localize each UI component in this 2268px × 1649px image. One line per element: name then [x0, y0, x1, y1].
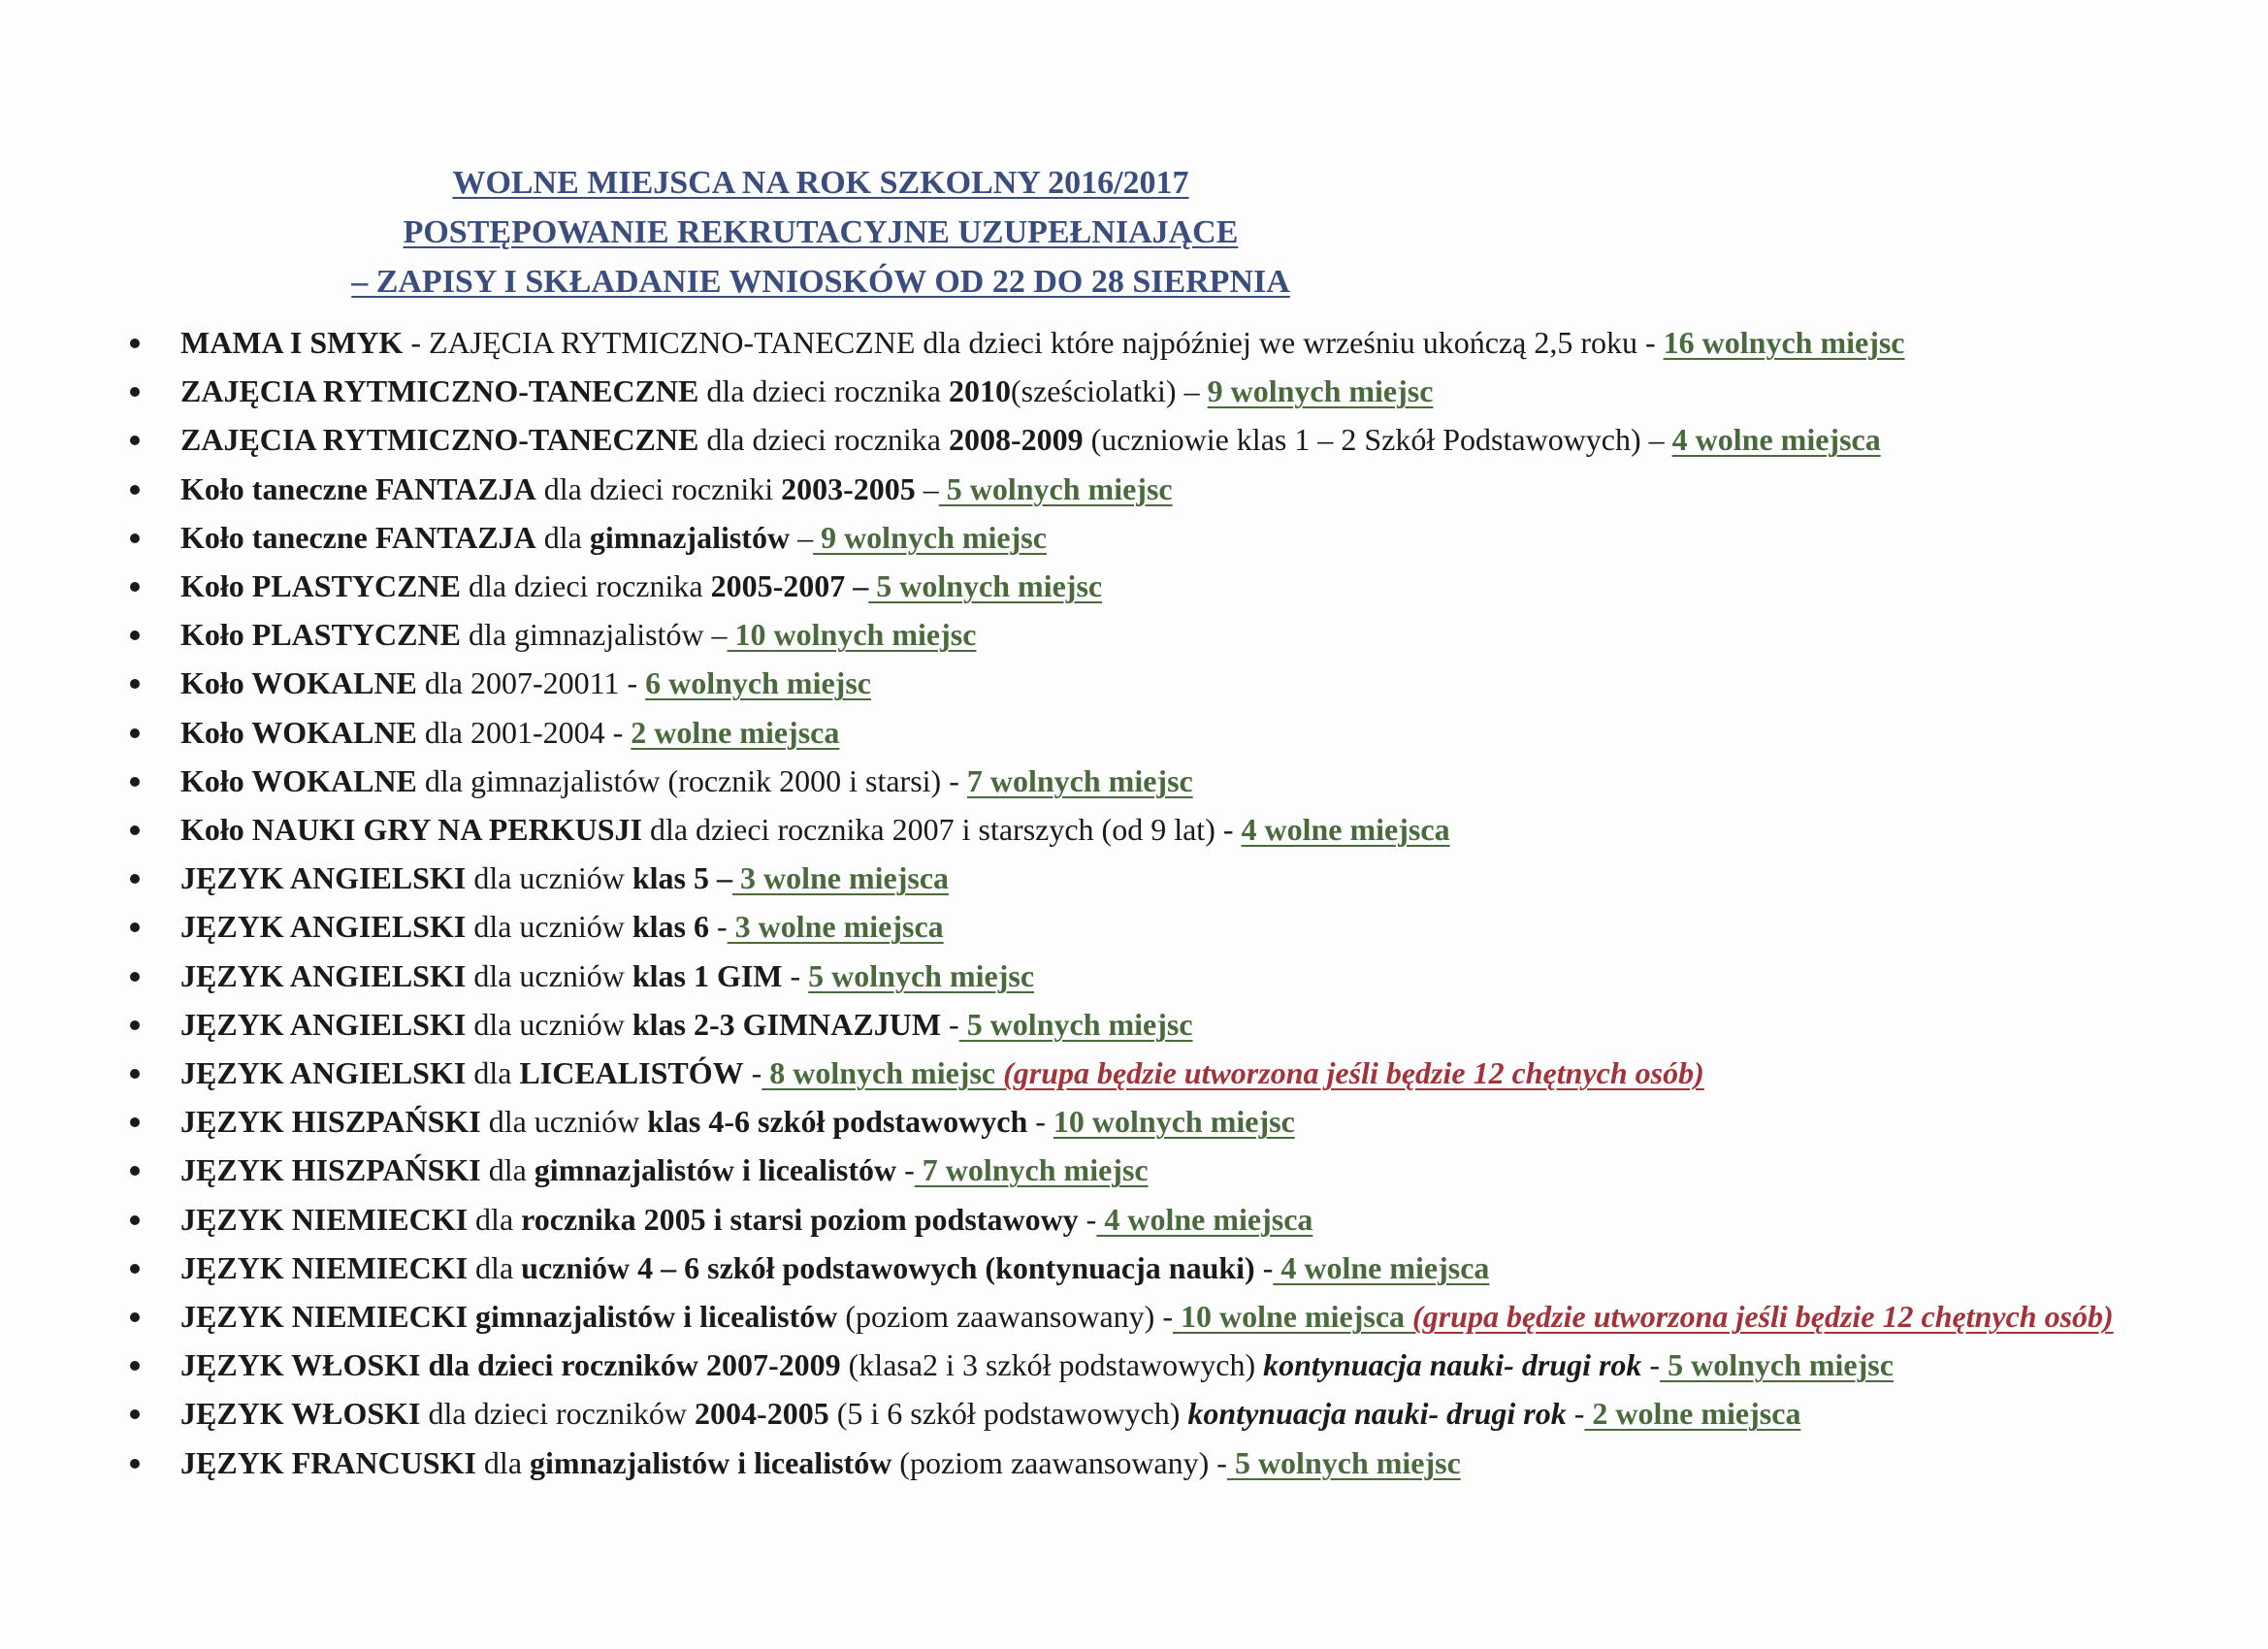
list-item — [128, 610, 2175, 659]
seats-count: 9 wolnych miejsc — [1207, 373, 1434, 409]
course-name: JĘZYK HISZPAŃSKI — [180, 1104, 481, 1140]
item-text: dla uczniów — [466, 1006, 632, 1042]
item-emphasis: klas 2-3 GIMNAZJUM — [632, 1006, 942, 1042]
course-name: Koło NAUKI GRY NA PERKUSJI — [180, 812, 642, 848]
bullet-icon — [130, 1020, 140, 1030]
list-item — [128, 318, 2175, 367]
offer-list — [128, 318, 2175, 1487]
list-item — [128, 854, 2175, 902]
item-text: dla — [480, 1152, 535, 1188]
course-name: JĘZYK ANGIELSKI — [180, 957, 467, 993]
list-item — [128, 465, 2175, 513]
item-emphasis: gimnazjalistów i licealistów — [530, 1444, 892, 1480]
item-text: - — [782, 957, 809, 993]
course-name: Koło WOKALNE — [180, 665, 417, 701]
document-header — [0, 158, 1641, 307]
course-name: JĘZYK WŁOSKI — [180, 1396, 421, 1432]
course-name: ZAJĘCIA RYTMICZNO-TANECZNE — [180, 373, 699, 409]
item-text: dla gimnazjalistów (rocznik 2000 i starsi) - — [416, 762, 967, 798]
course-name: JĘZYK WŁOSKI dla dzieci roczników 2007-2009 — [180, 1347, 841, 1383]
item-text: dla uczniów — [466, 957, 632, 993]
course-name: JĘZYK HISZPAŃSKI — [180, 1152, 481, 1188]
bullet-icon — [130, 825, 140, 835]
item-emphasis: gimnazjalistów — [589, 519, 791, 555]
bullet-icon — [130, 582, 140, 592]
course-name: JĘZYK ANGIELSKI — [180, 909, 467, 945]
seats-count: 10 wolne miejsca — [1172, 1299, 1413, 1335]
bullet-icon — [130, 922, 140, 932]
item-text: (klasa2 i 3 szkół podstawowych) — [840, 1347, 1264, 1383]
course-name: JĘZYK FRANCUSKI — [180, 1444, 476, 1480]
bullet-icon — [130, 436, 140, 445]
item-emphasis: klas 1 GIM — [632, 957, 783, 993]
item-text: – — [790, 519, 814, 555]
list-item — [128, 1389, 2175, 1438]
seats-count: 16 wolnych miejsc — [1663, 325, 1905, 360]
course-name: Koło taneczne FANTAZJA — [180, 470, 536, 506]
item-text: - — [1641, 1347, 1661, 1383]
bullet-icon — [130, 1215, 140, 1225]
bullet-icon — [130, 630, 140, 640]
list-item — [128, 513, 2175, 562]
item-emphasis: gimnazjalistów i licealistów — [534, 1152, 897, 1188]
item-text: (sześciolatki) – — [1010, 373, 1208, 409]
bullet-icon — [130, 972, 140, 982]
item-italic-note: kontynuacja nauki- drugi rok — [1263, 1347, 1642, 1383]
list-item — [128, 1439, 2175, 1487]
seats-count: 4 wolne miejsca — [1671, 422, 1881, 458]
item-text: dla — [468, 1201, 522, 1237]
item-text: (poziom zaawansowany) - — [837, 1299, 1173, 1335]
bullet-icon — [130, 1117, 140, 1127]
seats-count: 4 wolne miejsca — [1273, 1249, 1490, 1285]
list-item — [128, 1195, 2175, 1244]
bullet-icon — [130, 1361, 140, 1371]
header-title-line-1: WOLNE MIEJSCA NA ROK SZKOLNY 2016/2017 — [452, 165, 1189, 201]
header-title-line-2: POSTĘPOWANIE REKRUTACYJNE UZUPEŁNIAJĄCE — [403, 214, 1239, 250]
course-name: Koło WOKALNE — [180, 762, 417, 798]
list-item — [128, 1146, 2175, 1194]
bullet-icon — [130, 1264, 140, 1274]
course-name: JĘZYK NIEMIECKI — [180, 1299, 469, 1335]
seats-count: 6 wolnych miejsc — [645, 665, 871, 701]
item-text: dla uczniów — [466, 909, 632, 945]
item-emphasis: klas 4-6 szkół podstawowych — [647, 1104, 1028, 1140]
list-item — [128, 757, 2175, 805]
course-name: JĘZYK ANGIELSKI — [180, 1055, 467, 1091]
seats-count: 5 wolnych miejsc — [1226, 1444, 1461, 1480]
course-name: JĘZYK ANGIELSKI — [180, 860, 467, 896]
list-item — [128, 902, 2175, 951]
item-emphasis: klas 6 — [632, 909, 709, 945]
bullet-icon — [130, 1166, 140, 1176]
item-text: - ZAJĘCIA RYTMICZNO-TANECZNE dla dzieci które najpóźniej we wrześniu ukończą 2,5 roku - — [403, 325, 1664, 360]
list-item — [128, 805, 2175, 854]
seats-count: 9 wolnych miejsc — [813, 519, 1047, 555]
seats-count: 3 wolne miejsca — [727, 909, 944, 945]
seats-count: 2 wolne miejsca — [631, 714, 840, 750]
list-item — [128, 659, 2175, 707]
list-item — [128, 1049, 2175, 1097]
bullet-icon — [130, 1312, 140, 1322]
seats-count: 5 wolnych miejsc — [1660, 1347, 1894, 1383]
item-text: - — [1254, 1249, 1274, 1285]
bullet-icon — [130, 1069, 140, 1079]
item-text: dla dzieci roczników — [420, 1396, 696, 1432]
item-text: dla dzieci rocznika — [698, 422, 949, 458]
item-text: - — [896, 1152, 915, 1188]
course-name: JĘZYK ANGIELSKI — [180, 1006, 467, 1042]
list-item — [128, 1000, 2175, 1049]
list-item — [128, 367, 2175, 415]
item-text: dla dzieci rocznika 2007 i starszych (od 9 lat) - — [641, 812, 1242, 848]
item-text: – — [915, 470, 939, 506]
item-text: - — [1027, 1104, 1053, 1140]
seats-count: 10 wolnych miejsc — [1053, 1104, 1295, 1140]
item-text: (uczniowie klas 1 – 2 Szkół Podstawowych) – — [1083, 422, 1672, 458]
course-name: Koło taneczne FANTAZJA — [180, 519, 536, 555]
item-text: dla — [535, 519, 590, 555]
seats-count: 5 wolnych miejsc — [958, 1006, 1193, 1042]
course-name: JĘZYK NIEMIECKI — [180, 1249, 469, 1285]
seats-count: 8 wolnych miejsc — [761, 1055, 1004, 1091]
item-emphasis: klas 5 – — [632, 860, 732, 896]
seats-count: 5 wolnych miejsc — [868, 568, 1103, 604]
item-text: (5 i 6 szkół podstawowych) — [828, 1396, 1188, 1432]
seats-count: 7 wolnych miejsc — [914, 1152, 1149, 1188]
course-name: MAMA I SMYK — [180, 325, 404, 360]
group-condition-note: (grupa będzie utworzona jeśli będzie 12 chętnych osób) — [1412, 1299, 2114, 1335]
item-text: dla dzieci rocznika — [698, 373, 949, 409]
course-name: Koło PLASTYCZNE — [180, 568, 461, 604]
item-italic-note: kontynuacja nauki- drugi rok — [1187, 1396, 1567, 1432]
item-text: - — [1566, 1396, 1585, 1432]
list-item — [128, 1244, 2175, 1292]
list-item — [128, 415, 2175, 464]
seats-count: 2 wolne miejsca — [1584, 1396, 1801, 1432]
item-text: dla dzieci roczniki — [535, 470, 782, 506]
bullet-icon — [130, 777, 140, 787]
list-item — [128, 562, 2175, 610]
item-text: dla uczniów — [480, 1104, 648, 1140]
item-text: dla — [468, 1249, 522, 1285]
bullet-icon — [130, 728, 140, 738]
list-item — [128, 1097, 2175, 1146]
item-text: - — [941, 1006, 959, 1042]
item-text: dla — [466, 1055, 520, 1091]
item-emphasis: 2003-2005 — [781, 470, 916, 506]
item-text — [468, 1299, 475, 1334]
bullet-icon — [130, 534, 140, 543]
item-text: - — [708, 909, 728, 945]
seats-count: 7 wolnych miejsc — [966, 762, 1193, 798]
item-text: dla gimnazjalistów – — [460, 617, 728, 653]
seats-count: 5 wolnych miejsc — [938, 470, 1173, 506]
list-item — [128, 1292, 2175, 1341]
bullet-icon — [130, 874, 140, 884]
course-name: Koło PLASTYCZNE — [180, 617, 461, 653]
seats-count: 10 wolnych miejsc — [727, 617, 977, 653]
list-item — [128, 1341, 2175, 1389]
item-text: dla dzieci rocznika — [460, 568, 711, 604]
item-emphasis: 2010 — [948, 373, 1011, 409]
bullet-icon — [130, 387, 140, 397]
seats-count: 4 wolne miejsca — [1096, 1201, 1313, 1237]
item-text: - — [743, 1055, 762, 1091]
course-name: ZAJĘCIA RYTMICZNO-TANECZNE — [180, 422, 699, 458]
bullet-icon — [130, 679, 140, 689]
item-text: dla 2001-2004 - — [416, 714, 632, 750]
item-text: dla uczniów — [466, 860, 632, 896]
item-text: dla 2007-20011 - — [416, 665, 646, 701]
item-emphasis: LICEALISTÓW — [519, 1055, 744, 1091]
group-condition-note: (grupa będzie utworzona jeśli będzie 12 chętnych osób) — [1003, 1055, 1704, 1091]
item-emphasis: 2004-2005 — [695, 1396, 829, 1432]
item-text: dla — [475, 1444, 531, 1480]
seats-count: 4 wolne miejsca — [1241, 812, 1450, 848]
item-emphasis: 2005-2007 – — [710, 568, 869, 604]
list-item — [128, 952, 2175, 1000]
bullet-icon — [130, 1459, 140, 1469]
course-name: JĘZYK NIEMIECKI — [180, 1201, 469, 1237]
item-emphasis: uczniów 4 – 6 szkół podstawowych (kontynuacja nauki) — [521, 1249, 1255, 1285]
bullet-icon — [130, 485, 140, 495]
item-text: (poziom zaawansowany) - — [891, 1444, 1227, 1480]
item-emphasis: gimnazjalistów i licealistów — [475, 1299, 838, 1335]
list-item — [128, 708, 2175, 757]
course-name: Koło WOKALNE — [180, 714, 417, 750]
bullet-icon — [130, 1409, 140, 1419]
item-text: - — [1078, 1201, 1097, 1237]
header-title-line-3: – ZAPISY I SKŁADANIE WNIOSKÓW OD 22 DO 28 SIERPNIA — [351, 264, 1290, 300]
item-emphasis: rocznika 2005 i starsi poziom podstawowy — [521, 1201, 1079, 1237]
bullet-icon — [130, 339, 140, 348]
seats-count: 5 wolnych miejsc — [808, 957, 1035, 993]
item-emphasis: 2008-2009 — [948, 422, 1084, 458]
seats-count: 3 wolne miejsca — [731, 860, 950, 896]
